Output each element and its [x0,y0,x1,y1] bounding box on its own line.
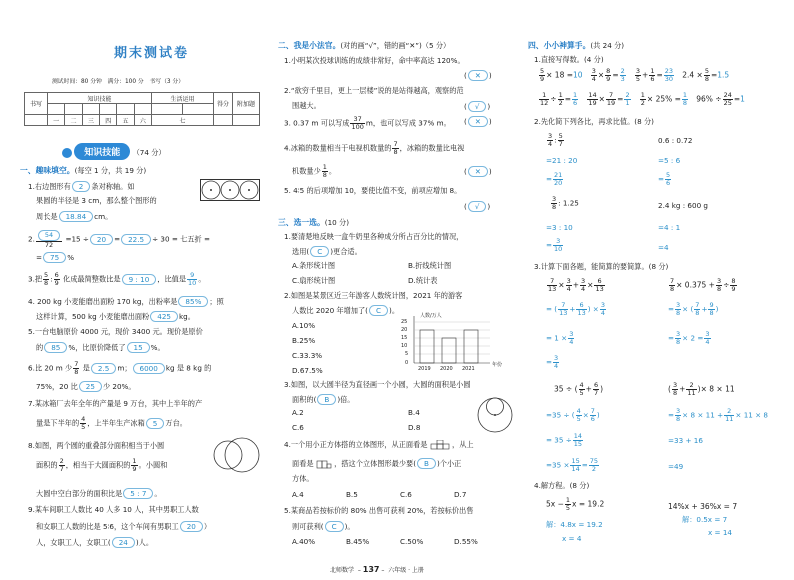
m3-s8: = 35 ÷ $\frac{14}{15}$ [546,432,583,448]
q7-line1: 7.某冰箱厂去年全年的产量是 9 万台，其中上半年的产 [28,399,203,408]
q5-line2: 的 85 %，比原价降低了 15 %。 [36,343,165,352]
c3-opt-d: D.8 [408,423,421,432]
c4-line1: 4.一个用小正方体搭的立体图形，从正面看是 ，从上 [284,440,474,449]
m4-a2: x = 4 [562,534,582,543]
q1-line2: 果圆的半径是 3 cm，那么整个图形的 [36,196,157,205]
j4-line1: 4.冰箱的数量相当于电视机数量的 $\frac{7}{8}$ ，冰箱的数量比电视 [284,140,465,156]
q2-tail: = 75 % [36,253,75,262]
m1-row1: $\frac{5}{9}$ × 18 =10 $\frac{3}{4}$ × $\frac{8}{9}$ = $\frac{2}{3}$ $\frac{3}{5}$ + $\frac{1}{6}$ = $\frac{23}{30}$ 2.4 × $\frac{5}{8}$ =1.5 [540,67,730,83]
m3-s7: = $\frac{3}{8}$ × 8 × 11 + $\frac{2}{11}$ × 11 × 8 [668,407,769,423]
front-view-icon [430,440,450,450]
q7-line2: 量是下半年的 $\frac{4}{5}$ ，上半年生产冰箱 5 万台。 [36,415,187,431]
score-table: 书写 知识技能 生活运用 得分 附加题 一 二 三 四 五 六 七 [24,92,260,126]
part1-heading: 知识技能 （74 分） [62,143,166,160]
m2-e3: $\frac{3}{8}$ : 1.25 [552,195,579,211]
q4-line1: 4. 200 kg 小麦能磨出面粉 170 kg，出粉率是 85% ；照 [28,297,224,306]
c1-line2: 选用( C )更合适。 [292,247,362,256]
m2-r3: =3 : 10 [546,223,573,232]
m3-s2: = $\frac{3}{8}$ × ( $\frac{7}{8}$ + $\frac{9}{8}$ ) [668,301,719,317]
c5-line2: 则可获利( C )。 [292,522,355,531]
c4-opt-c: C.6 [400,490,412,499]
circles-svg [201,180,259,200]
j2-line2: 围越大。 [292,101,321,110]
exam-meta: 测试时间：80 分钟 满分：100 分 书写（3 分） [52,79,185,85]
q1-line3: 周长是 18.84 cm。 [36,212,113,221]
bar-2020 [442,338,456,363]
q4-line2: 这样计算，500 kg 小麦能磨出面粉 425 kg。 [36,312,195,321]
c3-opt-b: B.4 [408,408,420,417]
q5-line1: 5.一台电脑原价 4000 元，现价 3400 元。现价是原价 [28,327,203,336]
m3-e2: $\frac{7}{8}$ × 0.375 + $\frac{3}{8}$ ÷ $\frac{8}{9}$ [670,277,736,293]
q8-line2: 面积的 $\frac{2}{7}$ ，相当于大圆面积的 $\frac{1}{9}$ 。小圆和 [36,457,168,473]
m2-r2: =5 : 6 [658,156,681,165]
q8-line3: 大圆中空白部分的面积比是 5 : 7 。 [36,489,162,498]
c2-line1: 2.如图是某景区近三年游客人数统计图，2021 年的游客 [284,291,463,300]
q9-line1: 9.某车间职工人数比 40 人多 10 人，其中男职工人数 [28,505,199,514]
q9-line3: 人，女职工人，女职工( 24 )人。 [36,538,154,547]
bar-2019 [420,330,434,363]
chart-ylabel: 人数/万人 [420,313,442,319]
svg-text:15: 15 [401,335,408,341]
j2-line1: 2.“欲穷千里目，更上一层楼”说的是站得越高，观察的范 [284,86,464,95]
j4-line2: 机数量少 $\frac{1}{8}$ 。 [292,163,337,179]
page-title: 期末测试卷 [114,46,190,61]
j1: 1.小明某次投球训练的成绩非常好，命中率高达 120%。 [284,56,465,65]
c2-opt-a: A.10% [292,321,316,330]
m4-e3: 14%x + 36%x = 7 [668,502,738,511]
j4-answer: ( ✕ ) [464,167,492,176]
m3-s5: = $\frac{3}{4}$ [546,354,559,370]
m3-s11: =49 [668,462,684,471]
m1-title: 1.直接写得数。(4 分) [534,55,604,64]
c3-opt-c: C.6 [292,423,304,432]
chart-xlabel: 年份 [492,362,503,368]
visitor-bar-chart [398,310,514,372]
c5-opt-a: A.40% [292,537,316,546]
c2-opt-d: D.67.5% [292,366,323,375]
gear-icon [62,148,72,158]
j3-answer: ( ✕ ) [464,117,492,126]
m4-a1: 解：4.8x = 19.2 [546,520,603,529]
c1-opt-d: D.统计表 [408,276,438,285]
c2-opt-c: C.33.3% [292,351,323,360]
m4-e1: 5x − $\frac{1}{5}$ x = 19.2 [546,496,605,512]
section1-title: 一、趣味填空。(每空 1 分，共 19 分) [20,166,147,175]
m3-e4: ( $\frac{3}{8}$ + $\frac{2}{11}$ )× 8 × 11 [668,381,735,397]
j1-answer: ( ✕ ) [464,71,492,80]
m4-a3: 解：0.5x = 7 [682,515,728,524]
q1-line1: 1.右边图形有 2 条对称轴。如 [28,182,135,191]
overlapping-circles-figure [212,436,260,474]
m3-s9: =33 + 16 [668,436,703,445]
three-circles-figure [200,179,260,201]
m2-v3: = $\frac{3}{10}$ [546,237,563,253]
svg-text:5: 5 [405,351,409,357]
svg-text:2021: 2021 [462,366,475,372]
footer: 北师数学 – 137 – 六年级 · 上册 [330,565,424,574]
m2-r1: =21 : 20 [546,156,578,165]
m3-s6: =35 ÷ ( $\frac{4}{5}$ × $\frac{7}{6}$ ) [546,407,600,423]
svg-text:20: 20 [401,327,408,333]
c5-opt-d: D.55% [454,537,478,546]
m2-v1: = $\frac{21}{20}$ [546,171,563,187]
c3-line1: 3.如图，以大圆半径为直径画一个小圆，大圆的面积是小圆 [284,380,471,389]
m4-a4: x = 14 [708,528,732,537]
svg-text:0: 0 [405,360,409,366]
c3-opt-a: A.2 [292,408,304,417]
m4-title: 4.解方程。(8 分) [534,481,590,490]
nested-circles-figure [476,396,514,434]
m3-s3: = 1 × $\frac{3}{4}$ [546,330,574,346]
m1-row2: $\frac{1}{12}$ ÷ $\frac{1}{2}$ = $\frac{1}{6}$ $\frac{14}{19}$ × $\frac{7}{19}$ = $\frac{2}{1}$ $\frac{1}{2}$ × 25% = $\frac{1}{8}$ 96% ÷ $\frac{24}{25}$ =1 [540,91,745,107]
svg-text:10: 10 [401,343,408,349]
q6-line2: 75%，20 比 25 少 20%。 [36,382,136,391]
c1-opt-a: A.条形统计图 [292,261,336,270]
c4-opt-d: D.7 [454,490,467,499]
m2-v2: = $\frac{5}{6}$ [658,171,671,187]
m3-s10: =35 × $\frac{15}{14}$ = $\frac{75}{2}$ [546,457,599,473]
c1-line1: 1.要清楚地反映一盒牛奶里各种成分所占百分比的情况， [284,232,464,241]
c2-opt-b: B.25% [292,336,316,345]
c4-opt-b: B.5 [346,490,358,499]
m3-e1: $\frac{7}{13}$ × $\frac{3}{4}$ + $\frac{3}{4}$ × $\frac{6}{13}$ [548,277,604,293]
c4-line3: 方体。 [292,474,314,483]
q3: 3.把 $\frac{5}{8}$ : $\frac{6}{9}$ 化成最简整数比是 9 : 10 ，比值是 $\frac{9}{10}$ 。 [28,271,206,287]
svg-text:25: 25 [401,319,408,325]
m2-v4: =4 [658,243,669,252]
m2-e2: 0.6 : 0.72 [658,136,693,145]
j3: 3. 0.37 m 可以写成 $\frac{37}{100}$ m，也可以写成 37% m。 [284,115,451,131]
q2: 2. $\frac{54}{72}$ =15 ÷ 20 = 22.5 ÷ 30 = 七五折 = [28,231,211,249]
c5-opt-c: C.50% [400,537,424,546]
m2-title: 2.先化简下列各比，再求比值。(8 分) [534,117,654,126]
c4-line2: 面看是 ，搭这个立体图形最少要( B )个小正 [292,459,462,468]
q6-line1: 6.比 20 m 少 $\frac{7}{8}$ 是 2.5 m； 6000 kg 是 8 kg 的 [28,360,212,376]
section2-title: 二、我是小法官。(对的画“√”，错的画“✕”)（5 分） [278,41,451,50]
j5-answer: ( √ ) [464,202,491,211]
svg-text:2019: 2019 [418,366,431,372]
m2-r4: =4 : 1 [658,223,681,232]
svg-text:2020: 2020 [440,366,453,372]
c5-opt-b: B.45% [346,537,370,546]
c2-line2: 人数比 2020 年增加了( C )。 [292,306,400,315]
j2-answer: ( √ ) [464,102,491,111]
m3-e3: 35 ÷ ( $\frac{4}{5}$ + $\frac{6}{7}$ ) [554,381,604,397]
c4-opt-a: A.4 [292,490,304,499]
c1-opt-c: C.扇形统计图 [292,276,336,285]
m3-s4: = $\frac{3}{8}$ × 2 = $\frac{3}{4}$ [668,330,710,346]
m2-e1: $\frac{3}{4}$ : $\frac{5}{7}$ [548,132,563,148]
bar-2021 [464,330,478,363]
c5-line1: 5.某商品若按标价的 80% 出售可获利 20%，若按标价出售 [284,506,474,515]
q9-line2: 和女职工人数的比是 5∶6，这个车间有男职工 20 ） [36,522,212,531]
m3-title: 3.计算下面各题，能简算的要简算。(8 分) [534,262,669,271]
section3-title: 三、选一选。(10 分) [278,218,350,227]
m2-e4: 2.4 kg : 600 g [658,201,708,210]
top-view-icon [316,459,332,469]
section4-title: 四、小小神算手。(共 24 分) [528,41,625,50]
c1-opt-b: B.折线统计图 [408,261,452,270]
j5: 5. 4∶5 的后项增加 10，要使比值不变，前项应增加 8。 [284,186,462,195]
c3-line2: 面积的( B )倍。 [292,395,355,404]
q8-line1: 8.如图，两个圆的重叠部分面积相当于小圆 [28,441,165,450]
m3-s1: = ( $\frac{7}{13}$ + $\frac{6}{13}$ ) × $\frac{3}{4}$ [546,301,605,317]
